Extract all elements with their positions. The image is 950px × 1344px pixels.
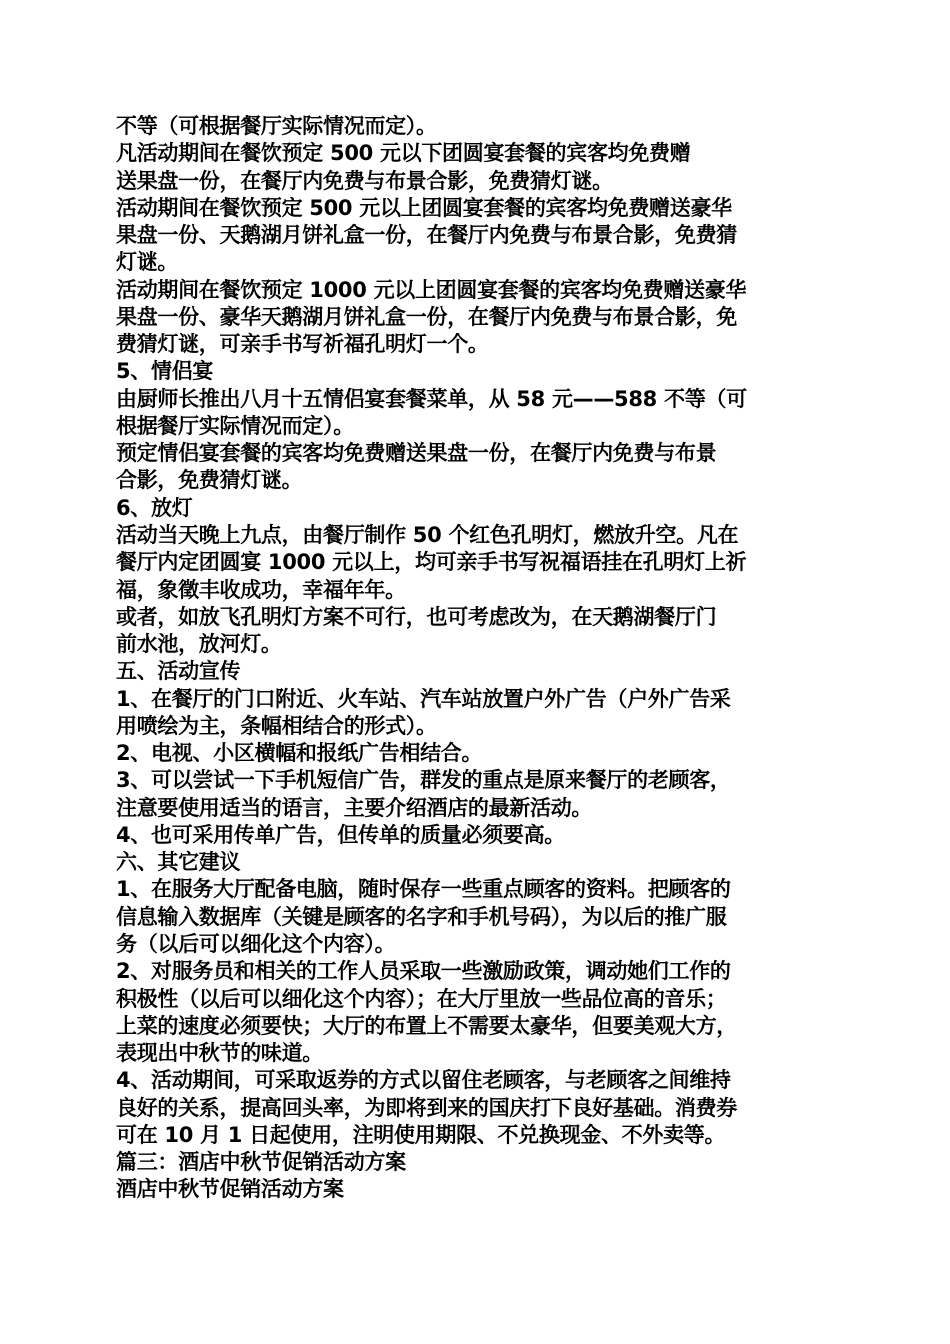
text-line: 3、可以尝试一下手机短信广告，群发的重点是原来餐厅的老顾客， (116, 768, 731, 793)
section-heading-huodong-xuanchuan: 五、活动宣传 (116, 659, 241, 684)
text-line: 根据餐厅实际情况而定）。 (116, 413, 354, 438)
text-line: 合影，免费猜灯谜。 (116, 468, 303, 493)
text-line: 费猜灯谜，可亲手书写祈福孔明灯一个。 (116, 332, 489, 357)
text-line: 1、在服务大厅配备电脑，随时保存一些重点顾客的资料。把顾客的 (116, 877, 731, 902)
text-line: 2、电视、小区横幅和报纸广告相结合。 (116, 741, 483, 766)
text-line: 活动当天晚上九点，由餐厅制作 50 个红色孔明灯，燃放升空。凡在 (116, 522, 739, 547)
text-line: 预定情侣宴套餐的宾客均免费赠送果盘一份，在餐厅内免费与布景 (116, 441, 717, 466)
text-line: 信息输入数据库（关键是顾客的名字和手机号码），为以后的推广服 (116, 904, 727, 929)
text-line: 灯谜。 (116, 250, 179, 275)
section-heading-qita-jianyi: 六、其它建议 (116, 850, 241, 875)
section-heading-fangdeng: 6、放灯 (116, 495, 193, 520)
text-line: 用喷绘为主，条幅相结合的形式）。 (116, 713, 437, 738)
text-line: 4、也可采用传单广告，但传单的质量必须要高。 (116, 822, 566, 847)
text-line: 餐厅内定团圆宴 1000 元以上，均可亲手书写祝福语挂在孔明灯上祈 (116, 550, 747, 575)
text-line: 果盘一份、豪华天鹅湖月饼礼盒一份，在餐厅内免费与布景合影，免 (116, 304, 737, 329)
section-heading-qinglvyan: 5、情侣宴 (116, 359, 214, 384)
text-line: 送果盘一份，在餐厅内免费与布景合影，免费猜灯谜。 (116, 168, 613, 193)
text-line: 活动期间在餐饮预定 1000 元以上团圆宴套餐的宾客均免费赠送豪华 (116, 277, 747, 302)
text-line: 2、对服务员和相关的工作人员采取一些激励政策，调动她们工作的 (116, 959, 731, 984)
text-line: 不等（可根据餐厅实际情况而定）。 (116, 114, 437, 138)
text-line: 注意要使用适当的语言，主要介绍酒店的最新活动。 (116, 795, 593, 820)
text-line: 凡活动期间在餐饮预定 500 元以下团圆宴套餐的宾客均免费赠 (116, 141, 691, 166)
text-line: 表现出中秋节的味道。 (116, 1041, 323, 1066)
text-line: 果盘一份、天鹅湖月饼礼盒一份，在餐厅内免费与布景合影，免费猜 (116, 223, 737, 248)
document-title: 酒店中秋节促销活动方案 (116, 1177, 344, 1202)
text-line: 良好的关系，提高回头率，为即将到来的国庆打下良好基础。消费券 (116, 1095, 737, 1120)
text-line: 由厨师长推出八月十五情侣宴套餐菜单，从 58 元——588 不等（可 (116, 386, 747, 411)
document-body (116, 113, 838, 1204)
text-line: 福，象徵丰收成功，幸福年年。 (116, 577, 406, 602)
text-line: 前水池，放河灯。 (116, 632, 282, 657)
text-line: 上菜的速度必须要快；大厅的布置上不需要太豪华，但要美观大方， (116, 1013, 737, 1038)
chapter-heading: 篇三：酒店中秋节促销活动方案 (116, 1150, 406, 1175)
text-line: 务（以后可以细化这个内容）。 (116, 931, 396, 956)
text-line: 或者，如放飞孔明灯方案不可行，也可考虑改为，在天鹅湖餐厅门 (116, 604, 717, 629)
text-line: 4、活动期间，可采取返券的方式以留住老顾客，与老顾客之间维持 (116, 1068, 731, 1093)
text-line: 活动期间在餐饮预定 500 元以上团圆宴套餐的宾客均免费赠送豪华 (116, 195, 732, 220)
text-line: 可在 10 月 1 日起使用，注明使用期限、不兑换现金、不外卖等。 (116, 1122, 726, 1147)
text-line: 积极性（以后可以细化这个内容）；在大厅里放一些品位高的音乐； (116, 986, 727, 1011)
text-line: 1、在餐厅的门口附近、火车站、汽车站放置户外广告（户外广告采 (116, 686, 731, 711)
